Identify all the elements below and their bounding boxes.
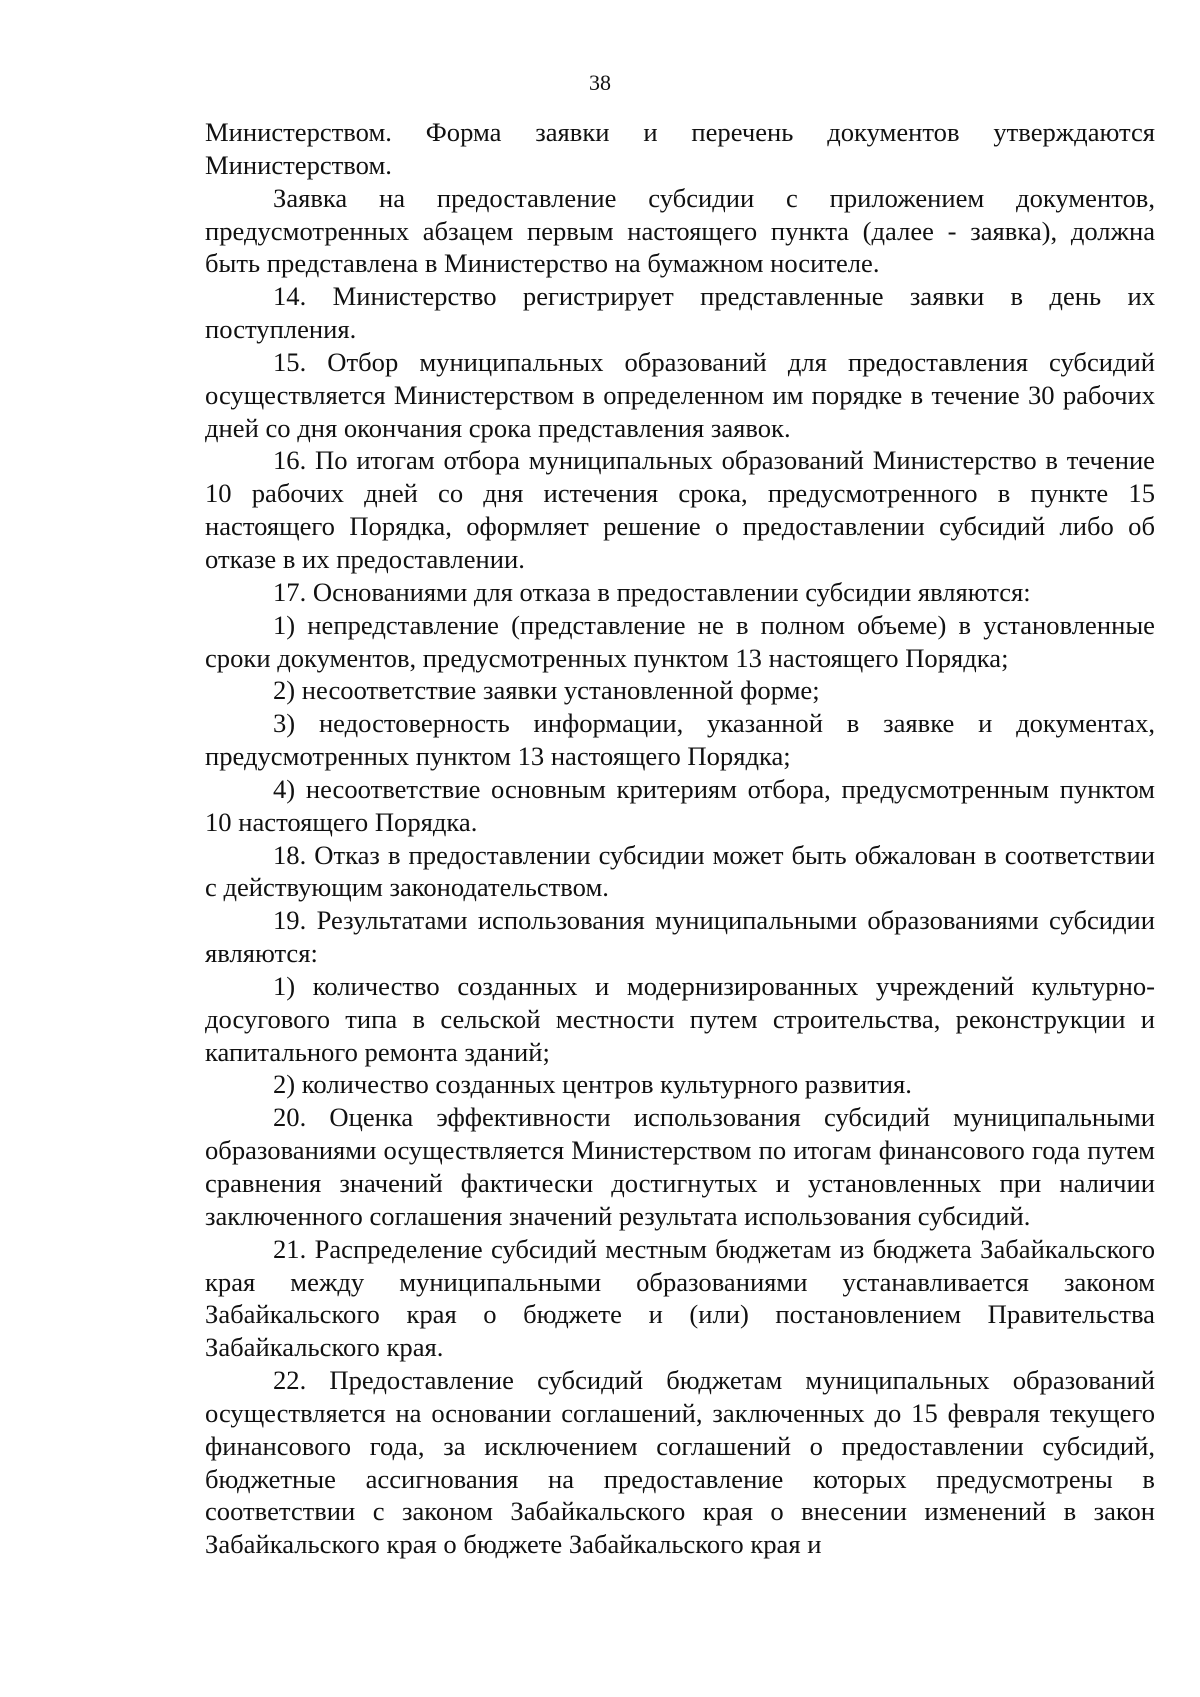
paragraph-item-21: 21. Распределение субсидий местным бюджетам из бюджета Забайкальского края между муниципальными образованиями устанавливается законом Забайкальского края о бюджете и (или) постановлением Правительства Забайкальского края. <box>205 1233 1155 1363</box>
paragraph-item-17-3: 3) недостоверность информации, указанной в заявке и документах, предусмотренных пунктом 13 настоящего Порядка; <box>205 708 1155 772</box>
paragraph-item-20: 20. Оценка эффективности использования субсидий муниципальными образованиями осуществляется Министерством по итогам финансового года путем сравнения значений фактически достигнутых и установленных при наличии заключенного соглашения значений результата использования субсидий. <box>205 1102 1155 1231</box>
paragraph-item-18: 18. Отказ в предоставлении субсидии может быть обжалован в соответствии с действующим законодательством. <box>205 839 1155 903</box>
paragraph-item-17-4: 4) несоответствие основным критериям отбора, предусмотренным пунктом 10 настоящего Порядка. <box>205 773 1155 837</box>
paragraph-item-19: 19. Результатами использования муниципальными образованиями субсидии являются: <box>205 905 1155 969</box>
paragraph-item-19-2: 2) количество созданных центров культурного развития. <box>273 1069 912 1100</box>
paragraph-item-16: 16. По итогам отбора муниципальных образований Министерство в течение 10 рабочих дней со дня истечения срока, предусмотренного в пункте 15 настоящего Порядка, оформляет решение о предоставлении субсидий либо об отказе в их предоставлении. <box>205 445 1155 574</box>
paragraph-item-17-2: 2) несоответствие заявки установленной форме; <box>273 675 820 706</box>
page-number: 38 <box>589 70 611 95</box>
paragraph-item-17-1: 1) непредставление (представление не в полном объеме) в установленные сроки документов, предусмотренных пунктом 13 настоящего Порядка; <box>205 609 1155 673</box>
paragraph-continuation: Министерством. Форма заявки и перечень документов утверждаются Министерством. <box>205 117 1155 180</box>
paragraph-item-14: 14. Министерство регистрирует представленные заявки в день их поступления. <box>205 281 1155 345</box>
paragraph-application: Заявка на предоставление субсидии с приложением документов, предусмотренных абзацем первым настоящего пункта (далее - заявка), должна быть представлена в Министерство на бумажном носителе. <box>205 182 1155 279</box>
paragraph-item-17: 17. Основаниями для отказа в предоставлении субсидии являются: <box>273 576 1031 607</box>
paragraph-item-22: 22. Предоставление субсидий бюджетам муниципальных образований осуществляется на основании соглашений, заключенных до 15 февраля текущего финансового года, за исключением соглашений о предоставлении субсидий, бюджетные ассигнования на предоставление которых предусмотрены в соответствии с законом Забайкальского края о внесении изменений в закон Забайкальского края о бюджете Забайкальского края и <box>205 1365 1155 1560</box>
document-body <box>205 116 1155 1561</box>
paragraph-item-19-1: 1) количество созданных и модернизированных учреждений культурно-досугового типа в сельской местности путем строительства, реконструкции и капитального ремонта зданий; <box>205 970 1155 1067</box>
paragraph-item-15: 15. Отбор муниципальных образований для предоставления субсидий осуществляется Министерством в определенном им порядке в течение 30 рабочих дней со дня окончания срока представления заявок. <box>205 346 1155 443</box>
